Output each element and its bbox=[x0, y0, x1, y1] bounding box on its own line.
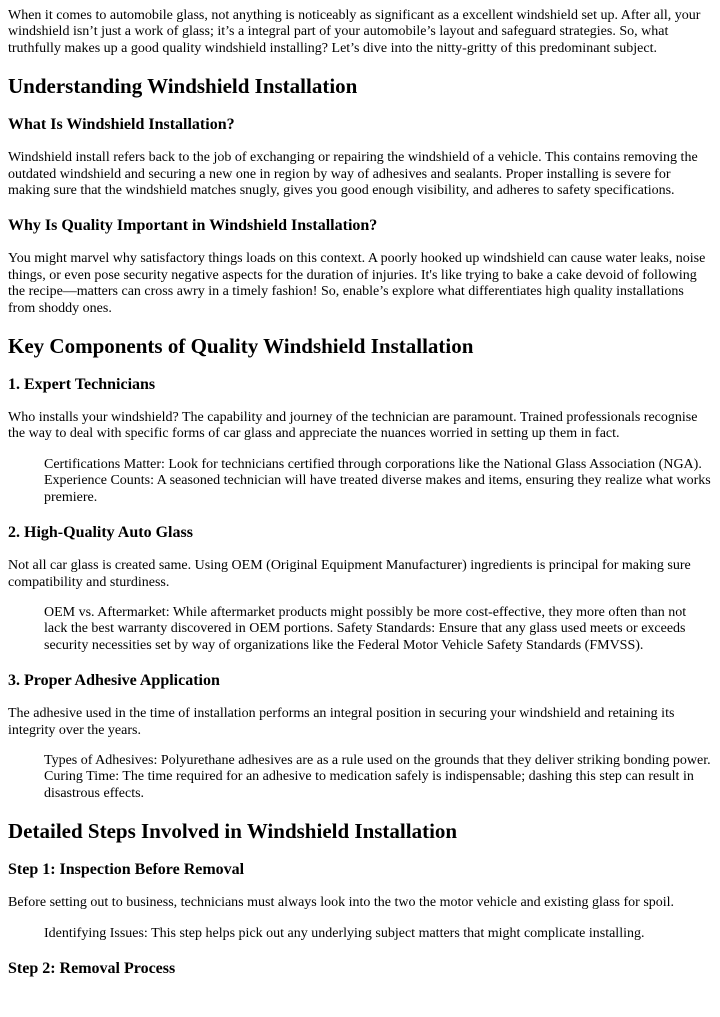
quote-adhesive-application: Types of Adhesives: Polyurethane adhesives are as a rule used on the grounds that they deliver striking bonding power. Curing Time: The time required for an adhesive to medication safely is indispensable; dashing this step can result in disastrous effects. bbox=[44, 752, 711, 801]
subheading-adhesive-application: 3. Proper Adhesive Application bbox=[8, 672, 220, 690]
subheading-what-is-installation: What Is Windshield Installation? bbox=[8, 116, 235, 134]
section-heading-detailed-steps: Detailed Steps Involved in Windshield Installation bbox=[8, 819, 458, 844]
subheading-high-quality-glass: 2. High-Quality Auto Glass bbox=[8, 524, 193, 542]
quote-high-quality-glass: OEM vs. Aftermarket: While aftermarket products might possibly be more cost-effective, they more often than not lack the best warranty discovered in OEM portions. Safety Standards: Ensure that any glass used meets or exceeds security necessities set by way of organizations like the Federal Motor Vehicle Safety Standards (FMVSS). bbox=[44, 604, 687, 653]
subheading-step-1: Step 1: Inspection Before Removal bbox=[8, 861, 245, 879]
quote-expert-technicians: Certifications Matter: Look for technicians certified through corporations like the National Glass Association (NGA). Experience Counts: A seasoned technician will have treated diverse makes and items, ensuring they realize what works premiere. bbox=[44, 456, 711, 505]
paragraph-adhesive-application: The adhesive used in the time of installation performs an integral position in securing your windshield and retaining its integrity over the years. bbox=[8, 706, 675, 738]
section-heading-understanding: Understanding Windshield Installation bbox=[8, 74, 358, 99]
quote-step-1: Identifying Issues: This step helps pick out any underlying subject matters that might complicate installing. bbox=[44, 925, 645, 941]
paragraph-step-1: Before setting out to business, technicians must always look into the two the motor vehicle and existing glass for spoil. bbox=[8, 895, 675, 911]
subheading-expert-technicians: 1. Expert Technicians bbox=[8, 376, 156, 394]
paragraph-what-is-installation: Windshield install refers back to the job of exchanging or repairing the windshield of a vehicle. This contains removing the outdated windshield and securing a new one in region by way of adhesives and sealants. Proper installing is severe for making sure that the windshield matches snugly, gives you good enough visibility, and adheres to safety specifications. bbox=[8, 150, 698, 199]
paragraph-expert-technicians: Who installs your windshield? The capability and journey of the technician are paramount. Trained professionals recognise the way to deal with specific forms of car glass and appreciate the nuances worried in setting up them in fact. bbox=[8, 410, 698, 442]
paragraph-high-quality-glass: Not all car glass is created same. Using OEM (Original Equipment Manufacturer) ingredients is principal for making sure compatibility and sturdiness. bbox=[8, 558, 691, 590]
subheading-why-quality-important: Why Is Quality Important in Windshield Installation? bbox=[8, 217, 378, 235]
intro-paragraph: When it comes to automobile glass, not anything is noticeably as significant as a excellent windshield set up. After all, your windshield isn’t just a work of glass; it’s a integral part of your automobile’s layout and safeguard strategies. So, what truthfully makes up a good quality windshield installing? Let’s dive into the nitty-gritty of this predominant subject. bbox=[8, 8, 701, 56]
paragraph-why-quality-important: You might marvel why satisfactory things loads on this context. A poorly hooked up windshield can cause water leaks, noise things, or even pose security negative aspects for the duration of injuries. It's like trying to bake a cake devoid of following the recipe—matters can cross awry in a timely fashion! So, enable’s explore what differentiates high quality installations from shoddy ones. bbox=[8, 251, 706, 316]
section-heading-key-components: Key Components of Quality Windshield Installation bbox=[8, 334, 474, 359]
subheading-step-2: Step 2: Removal Process bbox=[8, 959, 176, 977]
